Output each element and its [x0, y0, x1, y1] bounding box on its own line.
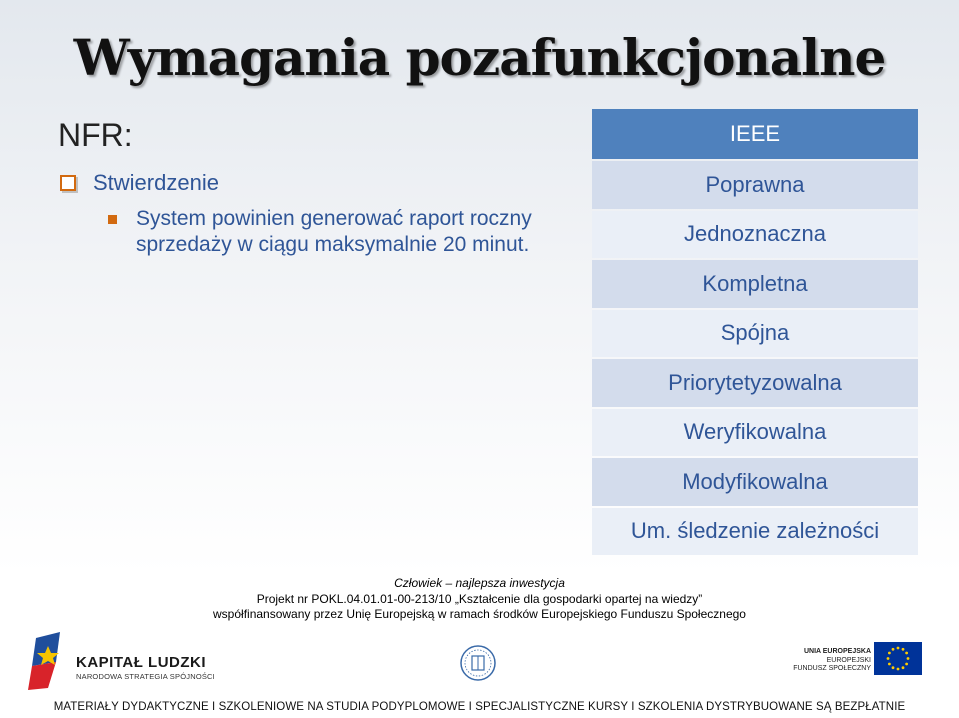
eu-efs-logo: [790, 642, 925, 678]
footer-project: Projekt nr POKL.04.01.01-00-213/10 „Kształcenie dla gospodarki opartej na wiedzy”: [256, 592, 703, 606]
bullet-level1: [60, 170, 219, 196]
bullet-level1-text: Stwierdzenie: [93, 170, 219, 195]
ieee-table: [592, 109, 918, 557]
nfr-label: NFR:: [58, 117, 133, 153]
ieee-row: Kompletna: [592, 260, 918, 308]
kapital-ludzki-logo: [26, 632, 216, 690]
eu-flag-icon: [874, 642, 922, 675]
bottom-disclaimer: MATERIAŁY DYDAKTYCZNE I SZKOLENIOWE NA STUDIA PODYPLOMOWE I SPECJALISTYCZNE KURSY I SZKOLENIA DYSTRYBUOWANE SĄ BEZPŁATNIE: [53, 701, 906, 713]
ieee-row: Priorytetyzowalna: [592, 359, 918, 407]
footer-motto: Człowiek – najlepsza inwestycja: [394, 576, 565, 590]
ieee-row: Modyfikowalna: [592, 458, 918, 506]
eu-line2: EUROPEJSKI: [826, 657, 871, 664]
kapital-ludzki-subtitle: NARODOWA STRATEGIA SPÓJNOŚCI: [76, 672, 215, 681]
ieee-row: Um. śledzenie zależności: [592, 508, 918, 556]
checkbox-bullet-icon: [60, 175, 76, 191]
footer-cofinanced: współfinansowany przez Unię Europejską w ramach środków Europejskiego Funduszu Społecznego: [213, 607, 746, 621]
slide-title: Wymagania pozafunkcjonalne: [73, 28, 886, 87]
bullet-level2: [108, 206, 566, 258]
ieee-row: Jednoznaczna: [592, 211, 918, 259]
eu-line3: FUNDUSZ SPOŁECZNY: [793, 665, 871, 672]
ieee-table-header: IEEE: [592, 109, 918, 159]
ieee-row: Spójna: [592, 310, 918, 358]
ieee-row: Weryfikowalna: [592, 409, 918, 457]
university-seal-icon: [459, 644, 497, 682]
kapital-ludzki-title: KAPITAŁ LUDZKI: [76, 654, 207, 671]
kapital-ludzki-emblem-icon: [26, 632, 72, 690]
bullet-level2-text: System powinien generować raport roczny sprzedaży w ciągu maksymalnie 20 minut.: [136, 207, 532, 256]
eu-line1: UNIA EUROPEJSKA: [803, 648, 871, 655]
ieee-row: Poprawna: [592, 161, 918, 209]
square-bullet-icon: [108, 215, 117, 224]
